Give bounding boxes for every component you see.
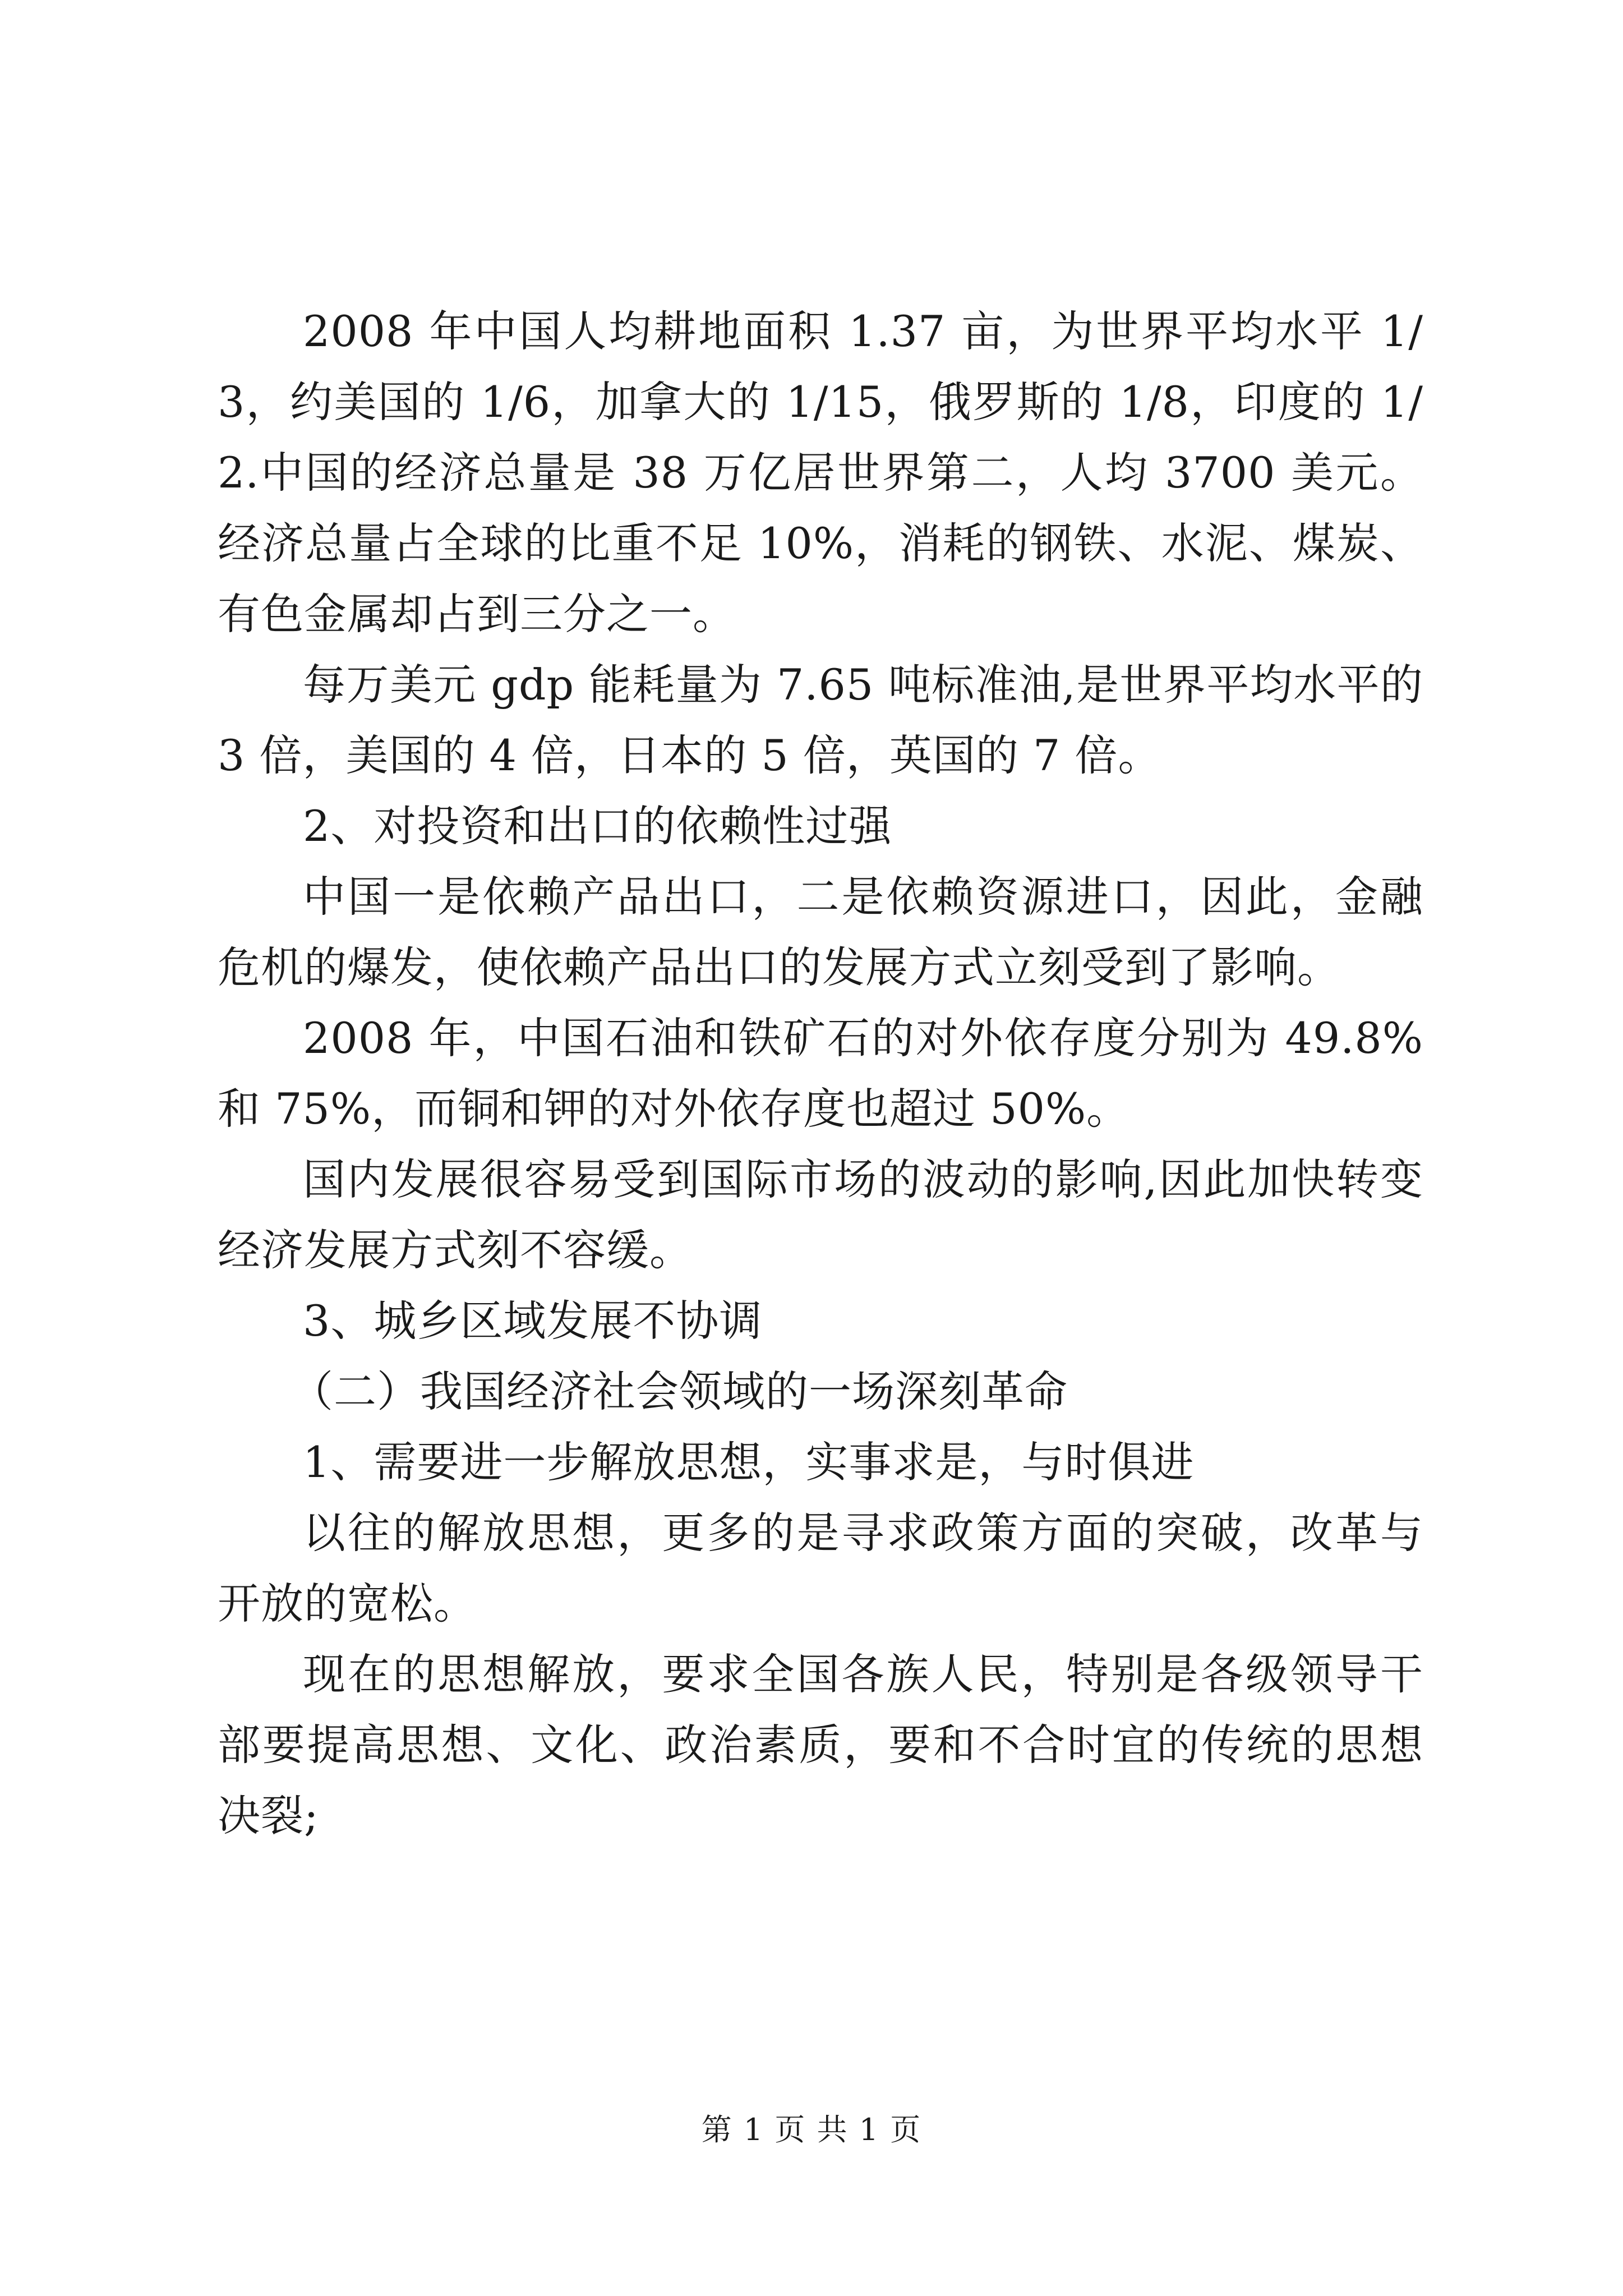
section-heading-urban-rural: 3、城乡区域发展不协调 <box>303 1296 763 1346</box>
document-body <box>218 296 1423 1851</box>
paragraph-past-emancipation: 以往的解放思想，更多的是寻求政策方面的突破，改革与开放的宽松。 <box>218 1508 1423 1628</box>
page-number-footer: 第 1 页 共 1 页 <box>701 2112 922 2147</box>
section-heading-investment-export: 2、对投资和出口的依赖性过强 <box>303 801 892 851</box>
paragraph-resource-dependence: 2008 年，中国石油和铁矿石的对外依存度分别为 49.8%和 75%，而铜和钾的对外依存度也超过 50%。 <box>218 1013 1423 1134</box>
section-heading-emancipate-mind: 1、需要进一步解放思想，实事求是，与时俱进 <box>303 1437 1195 1487</box>
paragraph-energy-consumption: 每万美元 gdp 能耗量为 7.65 吨标准油,是世界平均水平的 3 倍，美国的 4 倍，日本的 5 倍，英国的 7 倍。 <box>218 660 1423 780</box>
paragraph-market-fluctuation: 国内发展很容易受到国际市场的波动的影响,因此加快转变经济发展方式刻不容缓。 <box>218 1154 1423 1275</box>
section-heading-revolution: （二）我国经济社会领域的一场深刻革命 <box>291 1366 1068 1416</box>
paragraph-farmland-economy: 2008 年中国人均耕地面积 1.37 亩，为世界平均水平 1/3，约美国的 1/6，加拿大的 1/15，俄罗斯的 1/8，印度的 1/2.中国的经济总量是 38 万亿居世界第二，人均 3700 美元。经济总量占全球的比重不足 10%，消耗的钢铁、水泥、煤炭、有色金属却占到三分之一。 <box>218 306 1423 639</box>
paragraph-current-emancipation: 现在的思想解放，要求全国各族人民，特别是各级领导干部要提高思想、文化、政治素质，要和不合时宜的传统的思想决裂; <box>218 1649 1423 1841</box>
paragraph-export-dependence: 中国一是依赖产品出口，二是依赖资源进口，因此，金融危机的爆发，使依赖产品出口的发展方式立刻受到了影响。 <box>218 872 1423 992</box>
